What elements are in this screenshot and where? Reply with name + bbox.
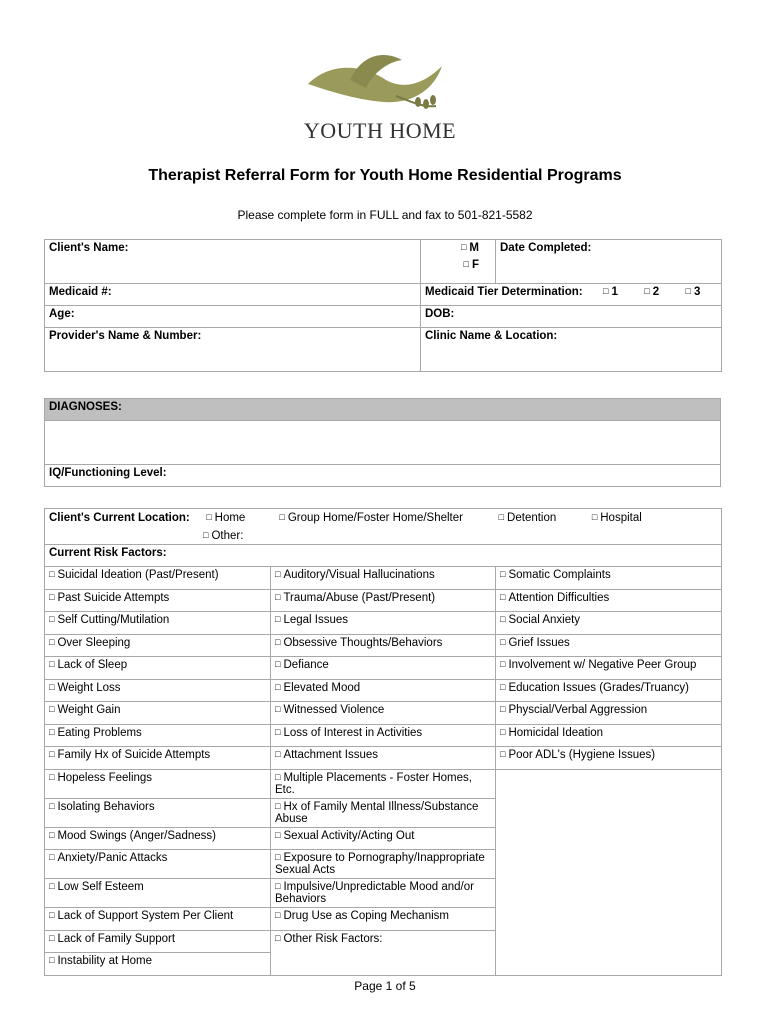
risk-factor-label: Loss of Interest in Activities: [283, 726, 423, 739]
checkbox-icon: □: [49, 704, 55, 714]
dob-field[interactable]: [421, 306, 722, 328]
risk-factors-header: Current Risk Factors:: [45, 545, 722, 567]
risk-factor-label: Over Sleeping: [57, 636, 131, 649]
age-field[interactable]: [45, 306, 421, 328]
risk-factor-checkbox[interactable]: [496, 612, 722, 635]
risk-factor-checkbox[interactable]: [45, 702, 271, 725]
risk-factor-checkbox[interactable]: [496, 634, 722, 657]
risk-factor-checkbox[interactable]: [271, 850, 496, 879]
checkbox-icon: □: [275, 852, 281, 862]
risk-factor-label: Lack of Sleep: [57, 659, 128, 671]
risk-factor-label: Weight Gain: [57, 704, 121, 716]
risk-factor-checkbox[interactable]: [496, 589, 722, 612]
logo-wordmark: YOUTH HOME: [303, 118, 457, 143]
risk-factor-checkbox[interactable]: [496, 702, 722, 725]
checkbox-icon: □: [49, 591, 55, 602]
risk-factor-label: Family Hx of Suicide Attempts: [57, 749, 211, 761]
risk-factor-label: Hx of Family Mental Illness/Substance Abuse: [275, 800, 479, 825]
risk-factor-checkbox[interactable]: [271, 702, 496, 725]
risk-factor-label: Impulsive/Unpredictable Mood and/or Behaviors: [275, 881, 474, 905]
risk-factor-label: Witnessed Violence: [283, 704, 385, 716]
client-name-label: Client's Name:: [49, 242, 129, 254]
risk-factor-checkbox[interactable]: [45, 930, 271, 953]
risk-factor-label: Self Cutting/Mutilation: [57, 614, 170, 626]
risk-factor-label: Hopeless Feelings: [57, 771, 153, 784]
client-name-field[interactable]: [45, 240, 421, 284]
location-hospital-checkbox[interactable]: □ Hospital: [591, 512, 642, 524]
risk-factor-rows: [45, 567, 722, 976]
risk-factor-label: Involvement w/ Negative Peer Group: [508, 659, 697, 671]
location-other-checkbox[interactable]: □ Other:: [203, 530, 244, 542]
risk-factor-label: Social Anxiety: [508, 614, 581, 626]
clinic-label: Clinic Name & Location:: [425, 330, 558, 342]
risk-factor-label: Drug Use as Coping Mechanism: [283, 910, 449, 922]
checkbox-icon: □: [49, 955, 55, 965]
checkbox-icon: □: [275, 829, 281, 840]
risk-factor-label: Suicidal Ideation (Past/Present): [57, 569, 219, 581]
checkbox-icon: □: [275, 749, 281, 759]
checkbox-icon: □: [49, 910, 55, 920]
checkbox-icon: □: [275, 636, 281, 647]
iq-field[interactable]: [45, 465, 721, 487]
checkbox-icon: □: [500, 636, 506, 647]
risk-factor-label: Multiple Placements - Foster Homes, Etc.: [275, 771, 472, 796]
risk-factor-label: Trauma/Abuse (Past/Present): [283, 591, 436, 604]
risk-factor-checkbox[interactable]: [496, 724, 722, 747]
risk-factor-checkbox[interactable]: [45, 634, 271, 657]
risk-factor-label: Exposure to Pornography/Inappropriate Sexual Acts: [275, 852, 485, 876]
risk-empty-cell: [271, 953, 496, 976]
risk-factor-label: Education Issues (Grades/Truancy): [508, 681, 689, 694]
checkbox-icon: □: [49, 800, 55, 811]
checkbox-icon: □: [275, 659, 281, 669]
checkbox-icon: □: [275, 881, 281, 891]
risk-factor-label: Defiance: [283, 659, 329, 671]
risk-factors-table: [44, 508, 722, 976]
location-group-home-checkbox[interactable]: □ Group Home/Foster Home/Shelter: [279, 512, 463, 524]
risk-factor-label: Isolating Behaviors: [57, 800, 155, 813]
checkbox-icon: □: [275, 932, 281, 943]
dove-icon: [300, 50, 460, 120]
checkbox-icon: □: [275, 681, 281, 692]
risk-factor-checkbox[interactable]: [45, 657, 271, 680]
risk-factor-label: Lack of Family Support: [57, 932, 176, 945]
tier-determination-field: [421, 284, 722, 306]
checkbox-icon: □: [49, 749, 55, 759]
risk-factor-checkbox[interactable]: [45, 567, 271, 590]
risk-factor-checkbox[interactable]: [496, 567, 722, 590]
risk-factor-label: Attachment Issues: [283, 749, 379, 761]
risk-factor-checkbox[interactable]: [271, 612, 496, 635]
risk-factor-checkbox[interactable]: [45, 850, 271, 879]
risk-row: [45, 747, 722, 770]
risk-row: [45, 567, 722, 590]
checkbox-icon: □: [49, 881, 55, 891]
risk-factor-checkbox[interactable]: [45, 769, 271, 798]
checkbox-icon: □: [500, 591, 506, 602]
risk-factor-checkbox[interactable]: [271, 657, 496, 680]
checkbox-icon: □: [275, 704, 281, 714]
risk-factor-checkbox[interactable]: [45, 589, 271, 612]
risk-row: [45, 702, 722, 725]
location-home-checkbox[interactable]: □ Home: [206, 512, 246, 524]
checkbox-icon: □: [49, 932, 55, 943]
risk-factor-label: Past Suicide Attempts: [57, 591, 170, 604]
risk-factor-label: Low Self Esteem: [57, 881, 144, 893]
risk-factor-label: Other Risk Factors:: [283, 932, 383, 945]
risk-factor-checkbox[interactable]: [45, 953, 271, 976]
diagnoses-field[interactable]: [45, 421, 721, 465]
diagnoses-header: DIAGNOSES:: [45, 399, 721, 421]
risk-factor-checkbox[interactable]: [45, 827, 271, 850]
clinic-field[interactable]: [421, 328, 722, 372]
risk-factor-checkbox[interactable]: [271, 679, 496, 702]
risk-row: [45, 724, 722, 747]
current-location-row: [45, 509, 722, 545]
checkbox-icon: □: [49, 726, 55, 737]
medicaid-field[interactable]: [45, 284, 421, 306]
risk-factor-checkbox[interactable]: [271, 634, 496, 657]
page-number: Page 1 of 5: [354, 979, 416, 993]
checkbox-icon: □: [49, 659, 55, 669]
risk-factor-checkbox[interactable]: [45, 798, 271, 827]
risk-factor-checkbox[interactable]: [45, 879, 271, 908]
checkbox-icon: □: [275, 614, 281, 624]
form-title: Therapist Referral Form for Youth Home Residential Programs: [148, 167, 622, 184]
risk-empty-cell: [496, 769, 722, 975]
risk-factor-checkbox[interactable]: [45, 747, 271, 770]
client-info-table: [44, 239, 722, 372]
risk-factor-checkbox[interactable]: [271, 769, 496, 798]
risk-factor-checkbox[interactable]: [496, 657, 722, 680]
risk-factor-checkbox[interactable]: [271, 798, 496, 827]
risk-row: [45, 769, 722, 798]
risk-factor-label: Physcial/Verbal Aggression: [508, 704, 648, 716]
form-instructions: Please complete form in FULL and fax to 501-821-5582: [237, 208, 533, 222]
risk-row: [45, 589, 722, 612]
tier-label: Medicaid Tier Determination:: [425, 286, 583, 298]
medicaid-label: Medicaid #:: [49, 286, 112, 298]
risk-factor-checkbox[interactable]: [271, 589, 496, 612]
risk-factor-checkbox[interactable]: [45, 679, 271, 702]
risk-factor-checkbox[interactable]: [271, 747, 496, 770]
checkbox-icon: □: [49, 852, 55, 862]
checkbox-icon: □: [275, 800, 281, 811]
tier-3-checkbox[interactable]: □ 3: [685, 286, 701, 298]
date-completed-field[interactable]: [496, 240, 722, 284]
risk-factor-checkbox[interactable]: [45, 908, 271, 931]
risk-factor-label: Homicidal Ideation: [508, 726, 604, 739]
risk-factor-label: Anxiety/Panic Attacks: [57, 852, 168, 864]
checkbox-icon: □: [500, 569, 506, 579]
checkbox-icon: □: [275, 591, 281, 602]
risk-factor-checkbox[interactable]: [271, 930, 496, 953]
provider-label: Provider's Name & Number:: [49, 330, 202, 342]
risk-factor-label: Legal Issues: [283, 614, 349, 626]
tier-2-checkbox[interactable]: □ 2: [644, 286, 660, 298]
gender-options: [421, 240, 496, 284]
risk-factor-label: Instability at Home: [57, 955, 153, 967]
risk-factor-checkbox[interactable]: [271, 908, 496, 931]
risk-factor-checkbox[interactable]: [271, 567, 496, 590]
risk-factor-label: Grief Issues: [508, 636, 570, 649]
gender-m-checkbox[interactable]: □ M: [460, 242, 479, 254]
checkbox-icon: □: [500, 681, 506, 692]
risk-row: [45, 679, 722, 702]
tier-1-checkbox[interactable]: □ 1: [603, 286, 618, 298]
checkbox-icon: □: [49, 771, 55, 782]
risk-factor-label: Auditory/Visual Hallucinations: [283, 569, 435, 581]
location-detention-checkbox[interactable]: □ Detention: [498, 512, 557, 524]
checkbox-icon: □: [275, 726, 281, 737]
checkbox-icon: □: [49, 636, 55, 647]
checkbox-icon: □: [500, 614, 506, 624]
checkbox-icon: □: [49, 614, 55, 624]
risk-factor-label: Elevated Mood: [283, 681, 361, 694]
risk-row: [45, 612, 722, 635]
dob-label: DOB:: [425, 308, 455, 320]
risk-factor-label: Poor ADL's (Hygiene Issues): [508, 749, 656, 761]
checkbox-icon: □: [49, 569, 55, 579]
provider-field[interactable]: [45, 328, 421, 372]
checkbox-icon: □: [500, 749, 506, 759]
risk-factor-label: Lack of Support System Per Client: [57, 910, 234, 922]
checkbox-icon: □: [275, 910, 281, 920]
risk-factor-label: Mood Swings (Anger/Sadness): [57, 829, 216, 842]
risk-factor-checkbox[interactable]: [496, 679, 722, 702]
risk-factor-checkbox[interactable]: [271, 879, 496, 908]
risk-factor-checkbox[interactable]: [271, 724, 496, 747]
date-completed-label: Date Completed:: [500, 242, 592, 254]
checkbox-icon: □: [49, 681, 55, 692]
youth-home-logo: [300, 50, 460, 150]
risk-row: [45, 634, 722, 657]
gender-f-checkbox[interactable]: □ F: [463, 259, 479, 271]
checkbox-icon: □: [49, 829, 55, 840]
risk-factor-label: Weight Loss: [57, 681, 121, 694]
risk-factor-label: Eating Problems: [57, 726, 142, 739]
risk-factor-checkbox[interactable]: [45, 612, 271, 635]
current-location-label: Client's Current Location:: [49, 512, 190, 524]
risk-factor-checkbox[interactable]: [496, 747, 722, 770]
risk-factor-label: Obsessive Thoughts/Behaviors: [283, 636, 443, 649]
risk-row: [45, 657, 722, 680]
checkbox-icon: □: [275, 771, 281, 782]
checkbox-icon: □: [500, 726, 506, 737]
risk-factor-checkbox[interactable]: [271, 827, 496, 850]
iq-label: IQ/Functioning Level:: [49, 467, 167, 479]
checkbox-icon: □: [500, 659, 506, 669]
risk-factor-label: Attention Difficulties: [508, 591, 610, 604]
risk-factor-label: Somatic Complaints: [508, 569, 611, 581]
diagnoses-table: [44, 398, 721, 487]
risk-factor-label: Sexual Activity/Acting Out: [283, 829, 415, 842]
checkbox-icon: □: [275, 569, 281, 579]
age-label: Age:: [49, 308, 75, 320]
risk-factor-checkbox[interactable]: [45, 724, 271, 747]
checkbox-icon: □: [500, 704, 506, 714]
